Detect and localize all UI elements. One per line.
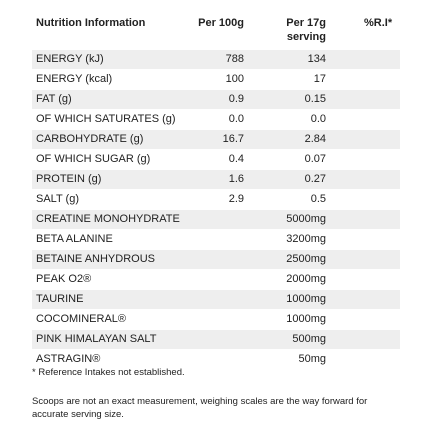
nutrient-label: OF WHICH SUGAR (g): [32, 150, 190, 170]
nutrient-label: CARBOHYDRATE (g): [32, 130, 190, 150]
table-row: [32, 130, 400, 150]
ri-value: [330, 290, 400, 310]
per-100g-value: 0.0: [190, 110, 248, 130]
table-row: [32, 110, 400, 130]
nutrient-label: ASTRAGIN®: [32, 350, 190, 370]
ri-value: [330, 90, 400, 110]
nutrient-label: BETA ALANINE: [32, 230, 190, 250]
per-serving-value: 5000mg: [248, 210, 330, 230]
per-100g-value: 16.7: [190, 130, 248, 150]
nutrient-label: BETAINE ANHYDROUS: [32, 250, 190, 270]
per-100g-value: [190, 330, 248, 350]
per-serving-value: 0.15: [248, 90, 330, 110]
nutrient-label: OF WHICH SATURATES (g): [32, 110, 190, 130]
per-100g-value: [190, 250, 248, 270]
ri-value: [330, 170, 400, 190]
ri-value: [330, 50, 400, 70]
nutrient-label: FAT (g): [32, 90, 190, 110]
header-ri: %R.I*: [364, 17, 393, 29]
ri-value: [330, 190, 400, 210]
header-per-serving: [248, 14, 330, 50]
per-serving-value: 0.27: [248, 170, 330, 190]
table-row: [32, 310, 400, 330]
per-serving-value: 2.84: [248, 130, 330, 150]
table-row: [32, 90, 400, 110]
table-row: [32, 170, 400, 190]
per-serving-value: 0.0: [248, 110, 330, 130]
reference-note: * Reference Intakes not established.: [32, 367, 185, 378]
per-100g-value: 0.4: [190, 150, 248, 170]
table-row: [32, 70, 400, 90]
scoops-note: Scoops are not an exact measurement, weighing scales are the way forward for accurate serving size.: [32, 396, 368, 420]
per-100g-value: [190, 210, 248, 230]
ri-value: [330, 230, 400, 250]
nutrient-label: PINK HIMALAYAN SALT: [32, 330, 190, 350]
per-100g-value: 2.9: [190, 190, 248, 210]
nutrient-label: PROTEIN (g): [32, 170, 190, 190]
nutrient-label: SALT (g): [32, 190, 190, 210]
ri-value: [330, 110, 400, 130]
ri-value: [330, 130, 400, 150]
table-row: [32, 210, 400, 230]
per-100g-value: [190, 230, 248, 250]
per-serving-value: 2500mg: [248, 250, 330, 270]
table-row: [32, 190, 400, 210]
per-100g-value: 788: [190, 50, 248, 70]
table-row: [32, 50, 400, 70]
ri-value: [330, 150, 400, 170]
header-per-serving-line1: Per 17g: [286, 17, 326, 29]
ri-value: [330, 70, 400, 90]
nutrient-label: PEAK O2®: [32, 270, 190, 290]
header-per-100g: Per 100g: [198, 17, 244, 29]
nutrient-label: TAURINE: [32, 290, 190, 310]
per-100g-value: [190, 290, 248, 310]
per-serving-value: 134: [248, 50, 330, 70]
per-serving-value: 500mg: [248, 330, 330, 350]
table-row: [32, 270, 400, 290]
per-100g-value: 100: [190, 70, 248, 90]
ri-value: [330, 330, 400, 350]
table-row: [32, 230, 400, 250]
per-serving-value: 0.07: [248, 150, 330, 170]
table-row: [32, 330, 400, 350]
per-serving-value: 2000mg: [248, 270, 330, 290]
table-row: [32, 150, 400, 170]
nutrition-table: [32, 14, 400, 370]
table-body: [32, 50, 400, 370]
ri-value: [330, 270, 400, 290]
ri-value: [330, 310, 400, 330]
per-serving-value: 1000mg: [248, 310, 330, 330]
header-nutrition-information: Nutrition Information: [36, 17, 146, 29]
nutrient-label: ENERGY (kJ): [32, 50, 190, 70]
per-serving-value: 1000mg: [248, 290, 330, 310]
header-per-serving-line2: serving: [286, 31, 326, 43]
per-serving-value: 3200mg: [248, 230, 330, 250]
per-serving-value: 17: [248, 70, 330, 90]
ri-value: [330, 250, 400, 270]
per-serving-value: 0.5: [248, 190, 330, 210]
per-100g-value: 0.9: [190, 90, 248, 110]
per-serving-value: 50mg: [248, 350, 330, 370]
ri-value: [330, 210, 400, 230]
nutrient-label: COCOMINERAL®: [32, 310, 190, 330]
nutrient-label: CREATINE MONOHYDRATE: [32, 210, 190, 230]
table-header-row: [32, 14, 400, 50]
per-100g-value: [190, 270, 248, 290]
nutrient-label: ENERGY (kcal): [32, 70, 190, 90]
nutrition-panel: [32, 14, 400, 370]
per-100g-value: [190, 310, 248, 330]
table-row: [32, 250, 400, 270]
per-100g-value: 1.6: [190, 170, 248, 190]
table-row: [32, 290, 400, 310]
